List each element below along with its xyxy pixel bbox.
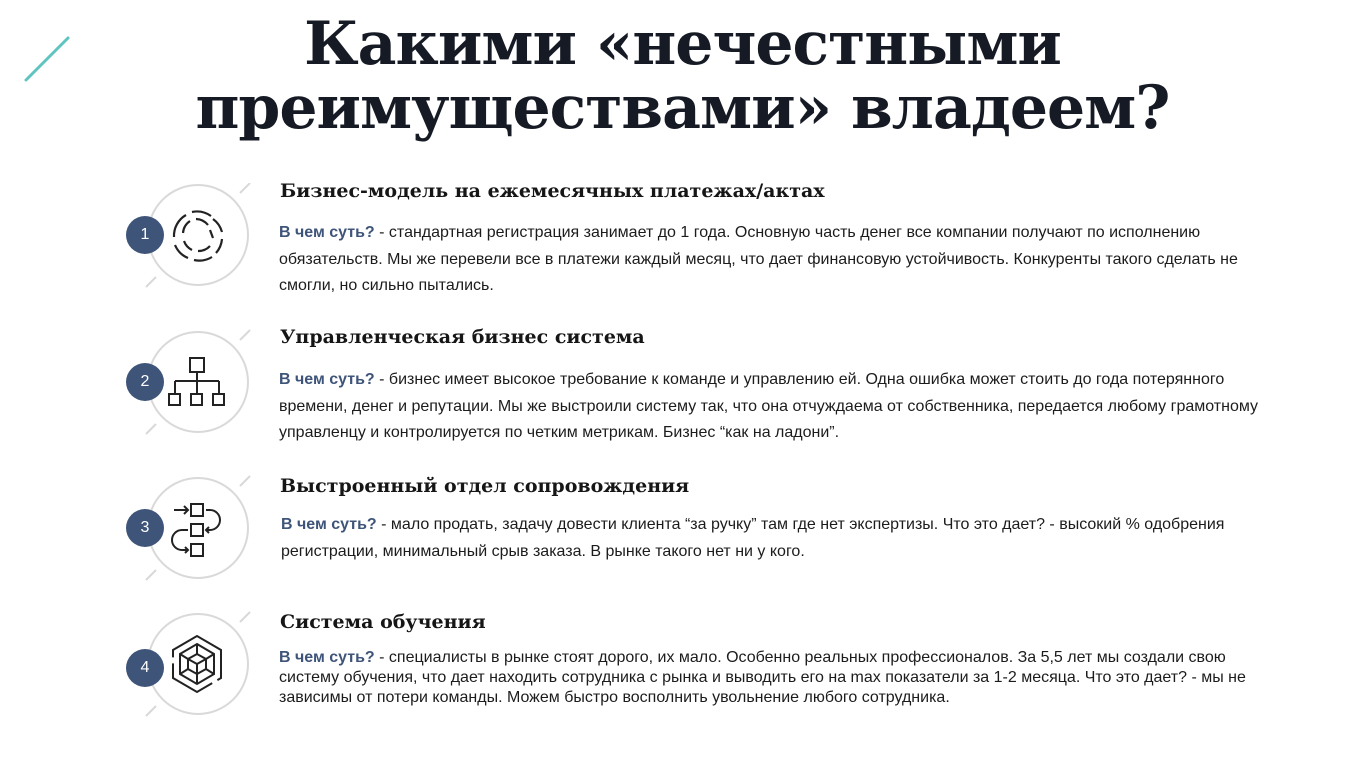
item-title-1: Бизнес-модель на ежемесячных платежах/актах	[280, 180, 825, 202]
item-body-2: - бизнес имеет высокое требование к команде и управлению ей. Одна ошибка может стоить до года потерянного времени, денег и репутации. Мы же выстроили систему так, что она отчуждаема от собственника, передается любому грамотному управленцу и контролируется по четким метрикам. Бизнес “как на ладони”.	[279, 371, 1259, 441]
icon-circle-4	[140, 610, 256, 726]
item-title-4: Система обучения	[280, 611, 486, 633]
item-body-1: - стандартная регистрация занимает до 1 года. Основную часть денег все компании получают по исполнению обязательств. Мы же перевели все в платежи каждый месяц, что дает финансовую устойчивость. Конкуренты такого сделать не смогли, но сильно пытались.	[279, 224, 1238, 294]
page-title	[0, 9, 1365, 143]
item-lead-2: В чем суть?	[279, 371, 375, 388]
item-lead-4: В чем суть?	[279, 649, 375, 666]
icon-circle-3	[140, 474, 256, 590]
icon-circle-2	[140, 328, 256, 444]
number-badge-4: 4	[126, 649, 164, 687]
item-lead-3: В чем суть?	[281, 516, 377, 533]
item-title-2: Управленческая бизнес система	[280, 326, 645, 348]
page-title-line-1: Какими «нечестными	[304, 9, 1061, 79]
item-body-4: - специалисты в рынке стоят дорого, их мало. Особенно реальных профессионалов. За 5,5 лет мы создали свою систему обучения, что дает находить сотрудника с рынка и выводить его на max показатели за 1-2 месяца. Что это дает? - мы не зависимы от потери команды. Можем быстро восполнить увольнение любого сотрудника.	[279, 649, 1246, 706]
item-lead-1: В чем суть?	[279, 224, 375, 241]
item-text-1	[279, 220, 1279, 300]
item-text-4	[279, 648, 1279, 708]
number-badge-1: 1	[126, 216, 164, 254]
item-text-2	[279, 367, 1279, 447]
item-text-3	[281, 511, 1281, 565]
item-title-3: Выстроенный отдел сопровождения	[280, 475, 690, 497]
number-badge-2: 2	[126, 363, 164, 401]
page-title-line-2: преимуществами» владеем?	[195, 73, 1170, 143]
item-body-3: - мало продать, задачу довести клиента “за ручку” там где нет экспертизы. Что это дает? - высокий % одобрения регистрации, минимальный срыв заказа. В рынке такого нет ни у кого.	[281, 516, 1225, 560]
icon-circle-1	[140, 183, 256, 299]
number-badge-3: 3	[126, 509, 164, 547]
